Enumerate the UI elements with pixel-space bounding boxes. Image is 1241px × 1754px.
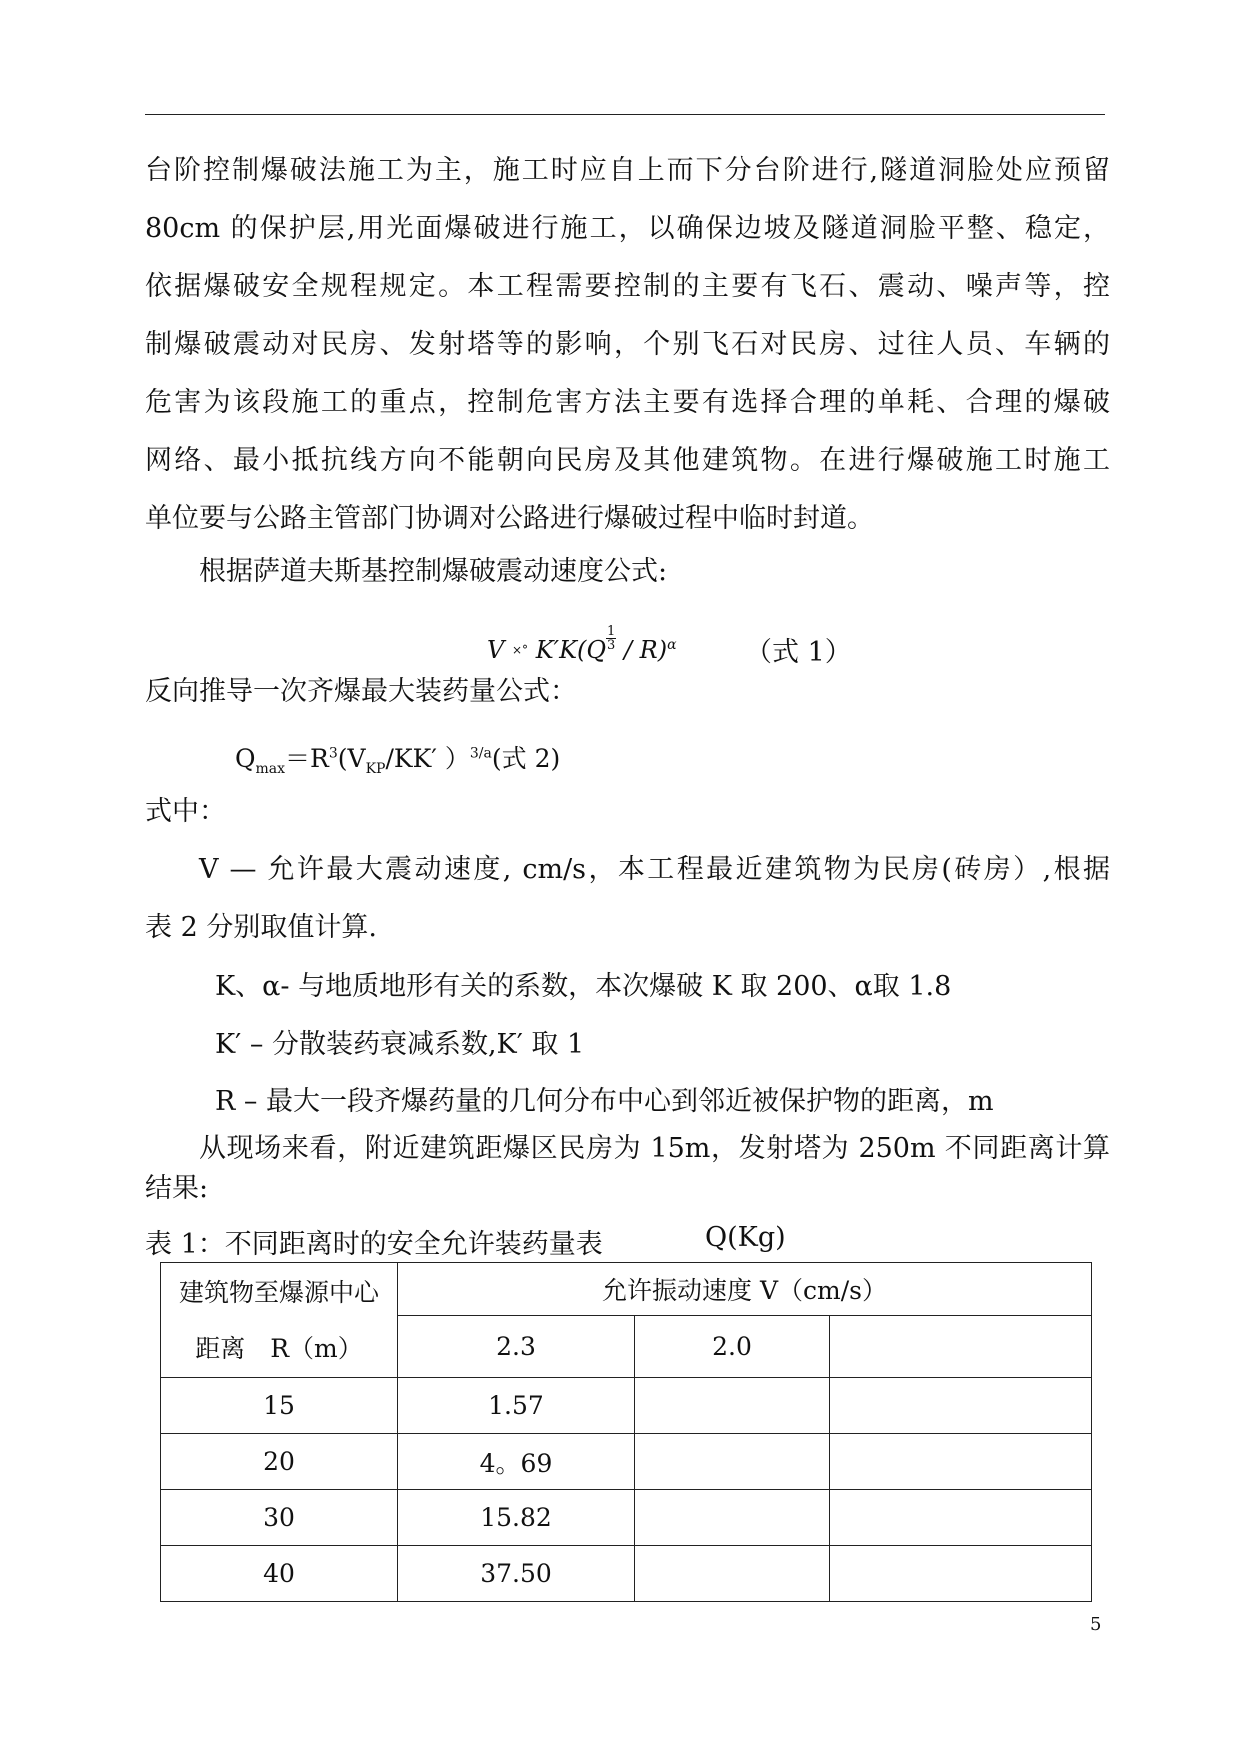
- text-line: 危害为该段施工的重点，控制危害方法主要有选择合理的单耗、合理的爆破: [145, 387, 1110, 418]
- table-row: [161, 1490, 1092, 1546]
- table-cell: 20: [161, 1434, 398, 1490]
- formula-1-label: （式 1）: [745, 637, 852, 668]
- text-line: K′ – 分散装药衰减系数,K′ 取 1: [215, 1029, 585, 1060]
- text-line: 根据萨道夫斯基控制爆破震动速度公式:: [199, 556, 668, 587]
- table-cell: [830, 1490, 1092, 1546]
- table-subheader: 2.0: [635, 1315, 830, 1377]
- table-cell: 15: [161, 1378, 398, 1434]
- table-cell: [635, 1490, 830, 1546]
- table-row: [161, 1546, 1092, 1602]
- body-paragraph-8: [215, 1073, 1180, 1131]
- body-paragraph-7: [215, 1016, 1180, 1074]
- table-cell: [635, 1434, 830, 1490]
- charge-table: [160, 1262, 1092, 1602]
- formula-1-fraction: $\frac{1}{3}$: [607, 624, 616, 653]
- body-paragraph-5: [145, 841, 1110, 957]
- formula-1-lhs: V: [487, 636, 505, 664]
- table-cell: 1.57: [398, 1378, 635, 1434]
- text-line: 80cm 的保护层,用光面爆破进行施工，以确保边坡及隧道洞脸平整、稳定，: [145, 213, 1110, 244]
- text-line: 从现场来看，附近建筑距爆区民房为 15m，发射塔为 250m 不同距离计算: [199, 1133, 1110, 1164]
- body-paragraph-3: [145, 663, 1110, 721]
- table-subheader: [830, 1315, 1092, 1377]
- table-row: [161, 1434, 1092, 1490]
- body-paragraph-6: [215, 958, 1180, 1016]
- formula-1: [487, 625, 677, 664]
- text-line: 反向推导一次齐爆最大装药量公式：: [145, 676, 577, 707]
- body-paragraph-1: [145, 142, 1110, 548]
- body-paragraph-2: [145, 543, 1110, 601]
- text-line: 网络、最小抵抗线方向不能朝向民房及其他建筑物。在进行爆破施工时施工: [145, 445, 1110, 476]
- page-number: 5: [1090, 1614, 1102, 1635]
- table-cell: 15.82: [398, 1490, 635, 1546]
- table-header-velocity: 允许振动速度 V（cm/s）: [398, 1263, 1092, 1316]
- header-rule: [145, 114, 1105, 115]
- table-cell: [635, 1378, 830, 1434]
- formula-1-exponent: α: [667, 637, 677, 653]
- formula-1-mid: K′K(Q: [535, 636, 607, 664]
- text-line: 表 2 分别取值计算.: [145, 912, 377, 943]
- table-cell: [830, 1378, 1092, 1434]
- formula-2-label: (式 2): [491, 744, 561, 773]
- text-line: 式中：: [145, 796, 226, 827]
- table-cell: [830, 1546, 1092, 1602]
- text-line: 台阶控制爆破法施工为主，施工时应自上而下分台阶进行,隧道洞脸处应预留: [145, 155, 1110, 186]
- table-caption: 表 1：不同距离时的安全允许装药量表: [145, 1229, 603, 1260]
- body-paragraph-9: [145, 1129, 1110, 1209]
- text-line: V — 允许最大震动速度, cm/s，本工程最近建筑物为民房(砖房）,根据: [199, 854, 1110, 885]
- table-cell: [830, 1434, 1092, 1490]
- body-paragraph-4: [145, 783, 1110, 841]
- formula-2: $Q_{max}=R^3(V_{KP}/KK'$ ）$^{3/a}$(式 2): [235, 744, 561, 777]
- formula-1-tail: / R): [623, 636, 668, 664]
- text-line: K、α- 与地质地形有关的系数，本次爆破 K 取 200、α取 1.8: [215, 971, 952, 1002]
- table-cell: 30: [161, 1490, 398, 1546]
- table-header-distance: 建筑物至爆源中心 距离 R（m）: [161, 1263, 398, 1378]
- table-cell: [635, 1546, 830, 1602]
- text-line: 制爆破震动对民房、发射塔等的影响，个别飞石对民房、过往人员、车辆的: [145, 329, 1110, 360]
- table-subheader: 2.3: [398, 1315, 635, 1377]
- text-line: 结果:: [145, 1173, 209, 1204]
- table-unit: Q(Kg): [705, 1222, 786, 1253]
- text-line: 依据爆破安全规程规定。本工程需要控制的主要有飞石、震动、噪声等，控: [145, 271, 1110, 302]
- text-line: R – 最大一段齐爆药量的几何分布中心到邻近被保护物的距离，m: [215, 1086, 994, 1117]
- table-cell: 4。69: [398, 1434, 635, 1490]
- table-row: [161, 1378, 1092, 1434]
- text-line: 单位要与公路主管部门协调对公路进行爆破过程中临时封道。: [145, 503, 874, 534]
- table-cell: 37.50: [398, 1546, 635, 1602]
- table-cell: 40: [161, 1546, 398, 1602]
- formula-1-garbled-glyph: ×°: [511, 643, 529, 657]
